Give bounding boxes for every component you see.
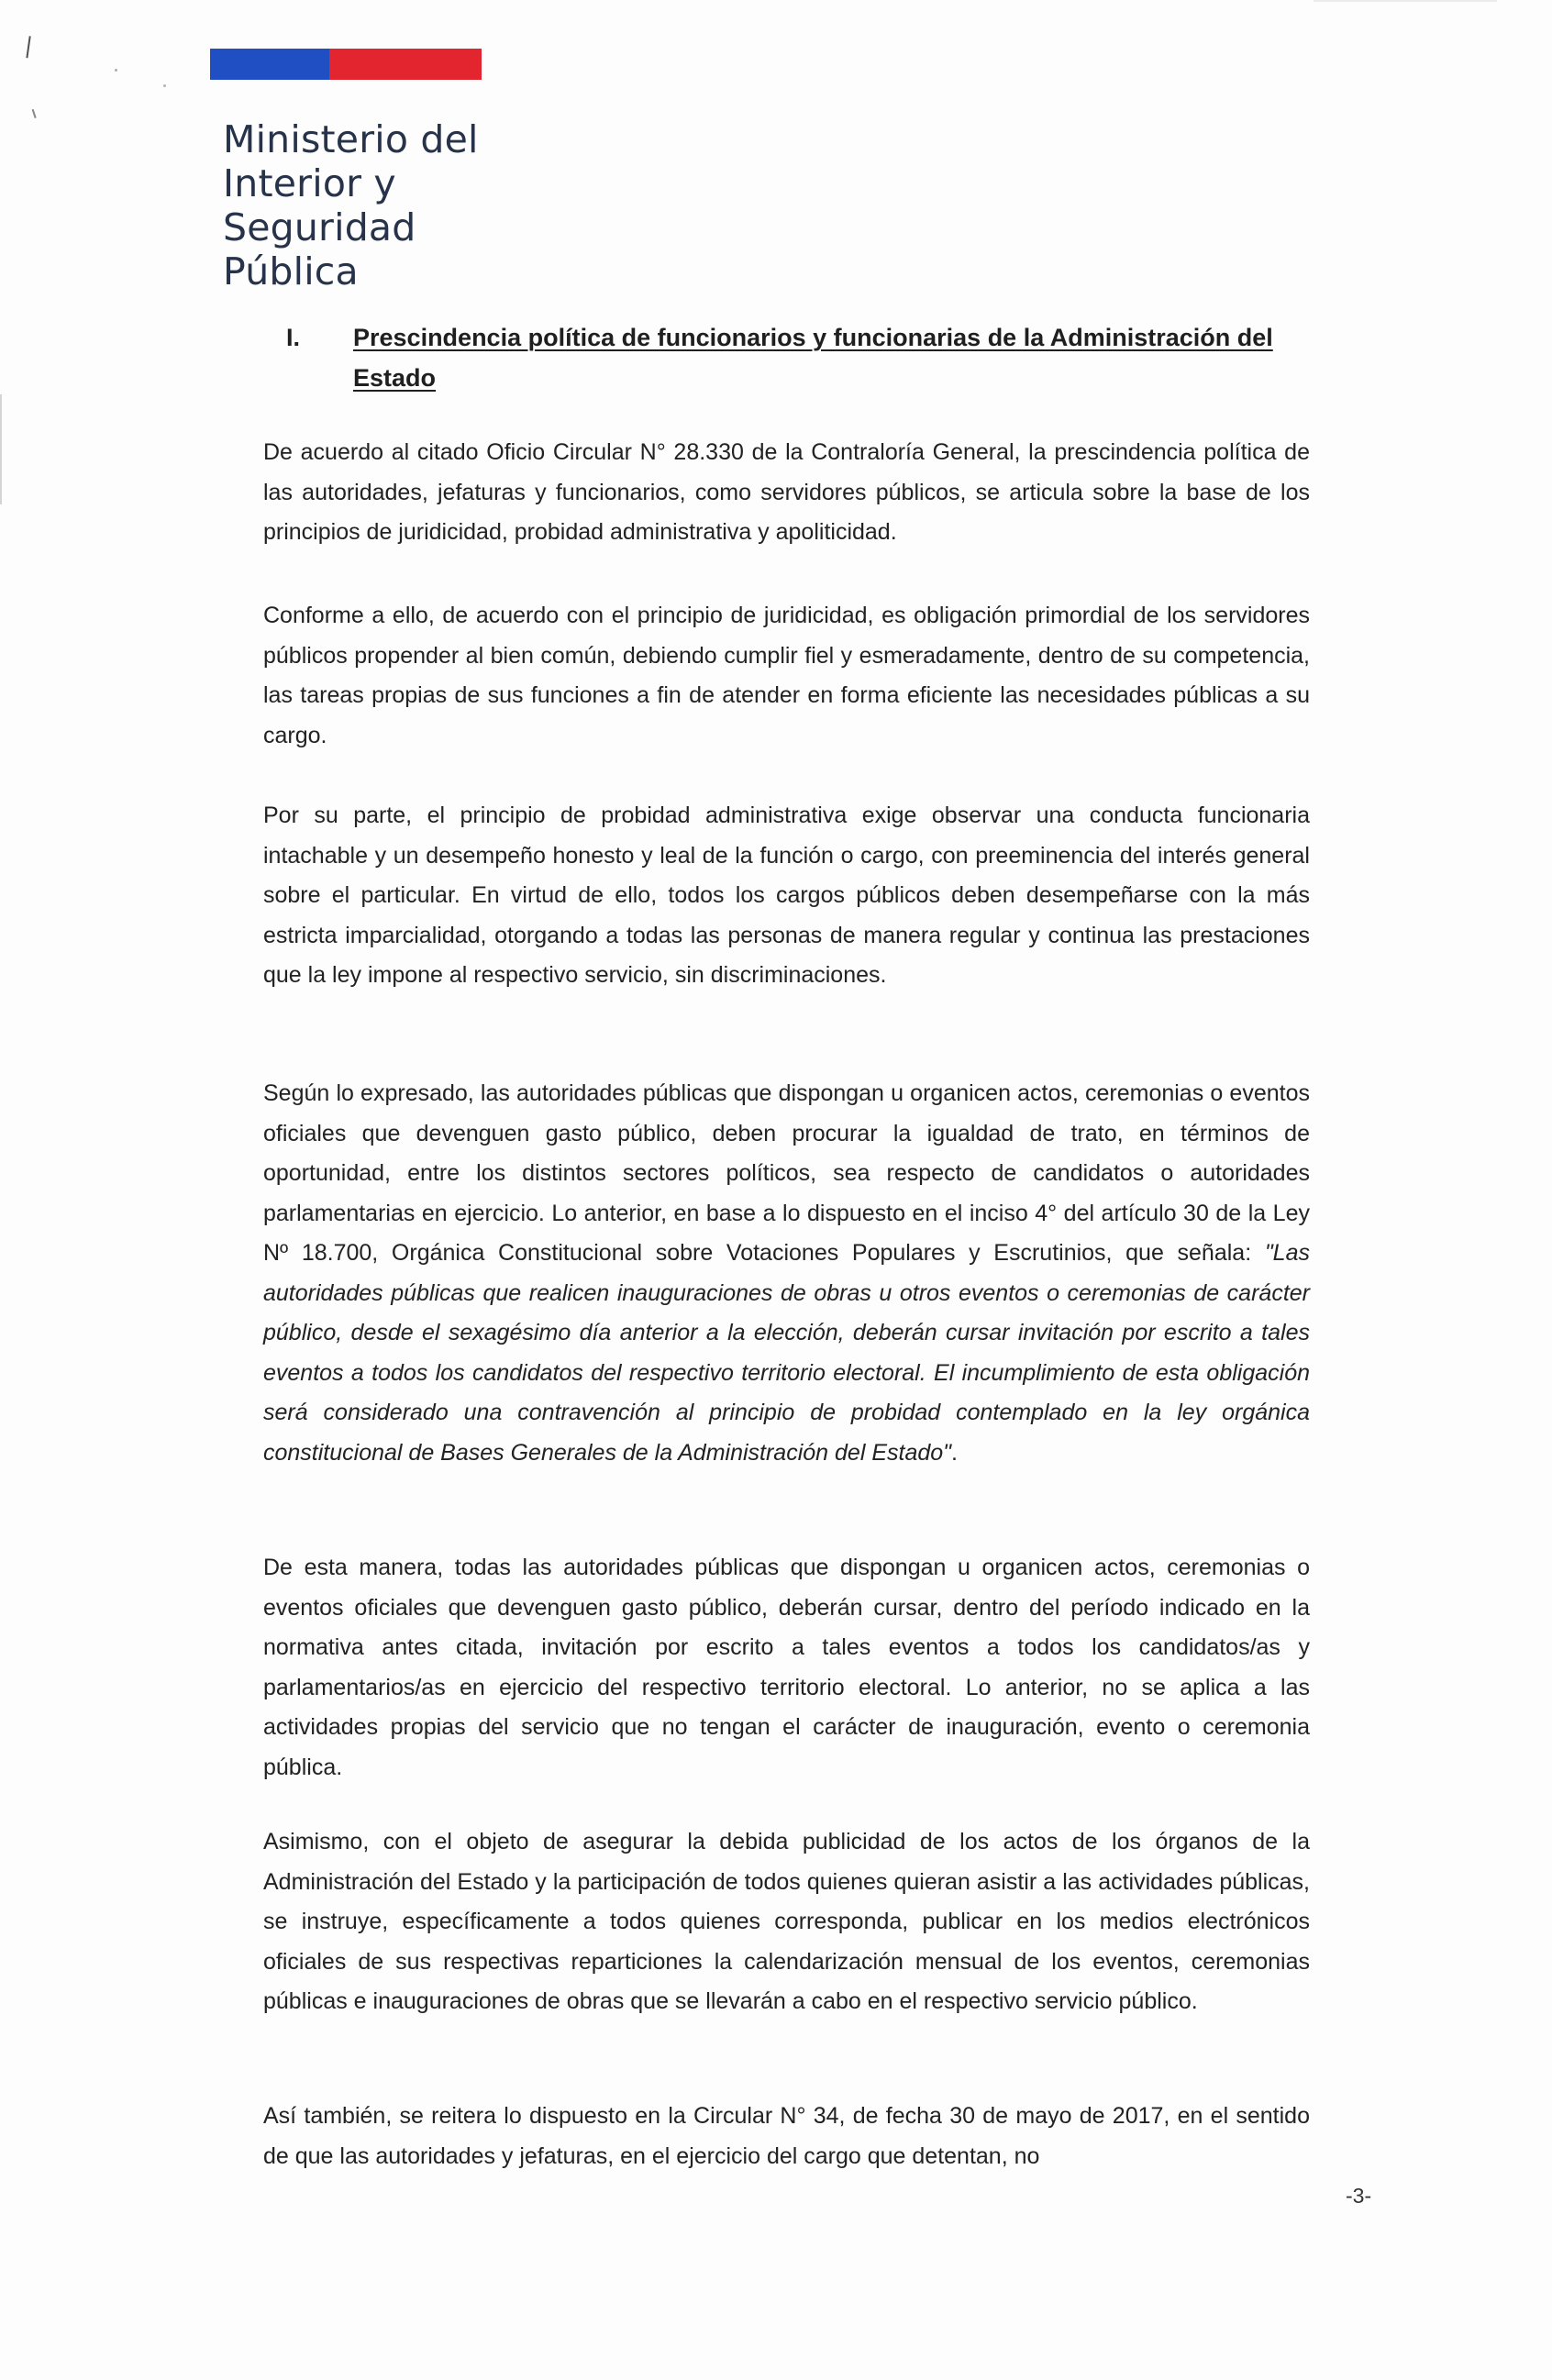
body-paragraph-1: De acuerdo al citado Oficio Circular N° 28.330 de la Contraloría General, la prescindencia política de las autoridades, jefaturas y funcionarios, como servidores públicos, se articula sobre la base de los principios de juridicidad, probidad administrativa y apoliticidad. <box>263 439 1310 545</box>
ministry-line: Ministerio del <box>223 117 479 161</box>
ministry-line: Pública <box>223 249 359 293</box>
ministry-logo-title <box>223 117 553 293</box>
body-paragraph-5: De esta manera, todas las autoridades públicas que dispongan u organicen actos, ceremonias o eventos oficiales que devenguen gasto público, deberán cursar, dentro del período indicado en la normativa antes citada, invitación por escrito a tales eventos a todos los candidatos/as y parlamentarios/as en ejercicio del respectivo territorio electoral. Lo anterior, no se aplica a las actividades propias del servicio que no tengan el carácter de inauguración, evento o ceremonia pública. <box>263 1555 1310 1780</box>
body-paragraph-6: Asimismo, con el objeto de asegurar la debida publicidad de los actos de los órganos de la Administración del Estado y la participación de todos quienes quieran asistir a las actividades públicas, se instruye, específicamente a todos quienes corresponda, publicar en los medios electrónicos oficiales de sus respectivas reparticiones la calendarización mensual de los eventos, ceremonias públicas e inauguraciones de obras que se llevarán a cabo en el respectivo servicio público. <box>263 1829 1310 2014</box>
body-paragraph-3: Por su parte, el principio de probidad administrativa exige observar una conducta funcionaria intachable y un desempeño honesto y leal de la función o cargo, con preeminencia del interés general sobre el particular. En virtud de ello, todos los cargos públicos deben desempeñarse con la más estricta imparcialidad, otorgando a todas las personas de manera regular y continua las prestaciones que la ley impone al respectivo servicio, sin discriminaciones. <box>263 803 1310 988</box>
body-paragraph-2: Conforme a ello, de acuerdo con el principio de juridicidad, es obligación primordial de los servidores públicos propender al bien común, debiendo cumplir fiel y esmeradamente, dentro de su competencia, las tareas propias de sus funciones a fin de atender en forma eficiente las necesidades públicas a su cargo. <box>263 603 1310 748</box>
section-number: I. <box>286 324 301 351</box>
paragraph-end: . <box>951 1439 958 1466</box>
section-title: Prescindencia política de funcionarios y funcionarias de la Administración del Estado <box>353 324 1273 392</box>
flag-blue-segment <box>210 49 329 80</box>
section-heading <box>286 317 1314 398</box>
ministry-flag-bar <box>210 49 482 80</box>
page-number: -3- <box>1346 2184 1372 2208</box>
scan-edge-line <box>0 394 2 504</box>
legal-quote: "Las autoridades públicas que realicen inauguraciones de obras u otros eventos o ceremonias de carácter público, desde el sexagésimo día anterior a la elección, deberán cursar invitación por escrito a tales eventos a todos los candidatos del respectivo territorio electoral. El incumplimiento de esta obligación será considerado una contravención al principio de probidad contemplado en la ley orgánica constitucional de Bases Generales de la Administración del Estado" <box>263 1240 1310 1466</box>
scan-dust <box>32 107 42 118</box>
scan-edge-line <box>1314 0 1497 2</box>
ministry-line: Seguridad <box>223 205 416 249</box>
scan-dust <box>163 84 166 87</box>
scan-dust <box>115 69 117 72</box>
scan-mark <box>26 36 39 59</box>
paragraph-text: Según lo expresado, las autoridades públicas que dispongan u organicen actos, ceremonias o eventos oficiales que devenguen gasto público, deben procurar la igualdad de trato, en términos de oportunidad, entre los distintos sectores políticos, sea respecto de candidatos o autoridades parlamentarias en ejercicio. Lo anterior, en base a lo dispuesto en el inciso 4° del artículo 30 de la Ley Nº 18.700, Orgánica Constitucional sobre Votaciones Populares y Escrutinios, que señala: <box>263 1080 1310 1266</box>
flag-red-segment <box>329 49 482 80</box>
body-paragraph-4 <box>263 1074 1310 1473</box>
body-paragraph-7: Así también, se reitera lo dispuesto en la Circular N° 34, de fecha 30 de mayo de 2017, en el sentido de que las autoridades y jefaturas, en el ejercicio del cargo que detentan, no <box>263 2103 1310 2169</box>
ministry-line: Interior y <box>223 161 396 205</box>
